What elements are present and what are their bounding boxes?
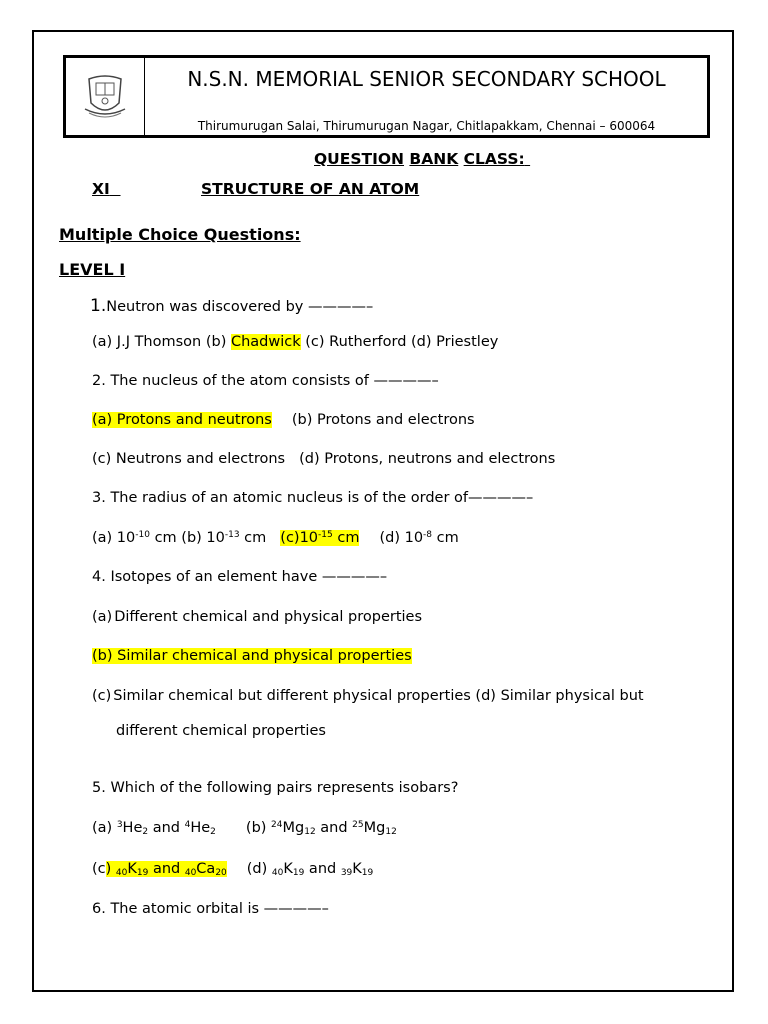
question-1-options: (a) J.J Thomson (b) Chadwick (c) Rutherford (d) Priestley	[92, 334, 499, 350]
answer-highlight: Chadwick	[230, 334, 301, 350]
logo-cell	[66, 58, 145, 135]
title-line	[314, 150, 530, 168]
school-address: Thirumurugan Salai, Thirumurugan Nagar, Chitlapakkam, Chennai – 600064	[197, 119, 656, 133]
question-3: 3. The radius of an atomic nucleus is of the order of————–	[92, 490, 534, 506]
level-heading: LEVEL I	[59, 260, 126, 279]
school-header	[63, 55, 710, 138]
school-crest-icon	[83, 73, 127, 121]
answer-highlight: (b) Similar chemical and physical properties	[92, 648, 412, 664]
section-heading: Multiple Choice Questions:	[59, 225, 301, 244]
question-4-option-b	[92, 648, 412, 664]
question-3-options: (a) $10^{-10}$ cm (b) $10^{-13}$ cm $(c)10^{-15}$ cm (d) $10^{-8}$ cm	[92, 530, 459, 546]
class-value: XI	[92, 180, 110, 198]
question-1: 1.Neutron was discovered by ————–	[90, 296, 374, 316]
answer-highlight: ) $_{40}K_{19}$ and $_{40}Ca_{20}$	[105, 861, 227, 878]
school-name: N.S.N. MEMORIAL SENIOR SECONDARY SCHOOL	[187, 67, 666, 91]
question-2-options-cd: (c) Neutrons and electrons (d) Protons, neutrons and electrons	[92, 451, 556, 467]
answer-highlight: (a) Protons and neutrons	[92, 412, 272, 428]
question-4-option-c-cont: different chemical properties	[116, 723, 326, 739]
question-5: 5. Which of the following pairs represents isobars?	[92, 780, 459, 796]
question-5-options-cd: (c) $_{40}K_{19}$ and $_{40}Ca_{20}$ (d) $_{40}K_{19}$ and $_{39}K_{19}$	[92, 861, 374, 878]
question-4: 4. Isotopes of an element have ————–	[92, 569, 388, 585]
answer-highlight: $(c)10^{-15}$ cm	[280, 530, 360, 546]
question-4-option-a: (a) Different chemical and physical properties	[92, 609, 423, 625]
question-4-option-c: (c) Similar chemical but different physical properties (d) Similar physical but	[92, 688, 644, 704]
title-word-class: CLASS:	[463, 150, 525, 168]
topic-title: STRUCTURE OF AN ATOM	[201, 180, 420, 198]
question-2-options-ab: (a) Protons and neutrons (b) Protons and electrons	[92, 412, 475, 428]
title-word-bank: BANK	[409, 150, 459, 168]
question-5-options-ab: (a) $^3He_2$ and $^4He_2$ (b) $^{24}Mg_{12}$ and $^{25}Mg_{12}$	[92, 820, 397, 837]
question-2: 2. The nucleus of the atom consists of ————–	[92, 373, 439, 389]
title-word-question: QUESTION	[314, 150, 405, 168]
page-border	[32, 30, 734, 992]
question-6: 6. The atomic orbital is ————–	[92, 901, 329, 917]
